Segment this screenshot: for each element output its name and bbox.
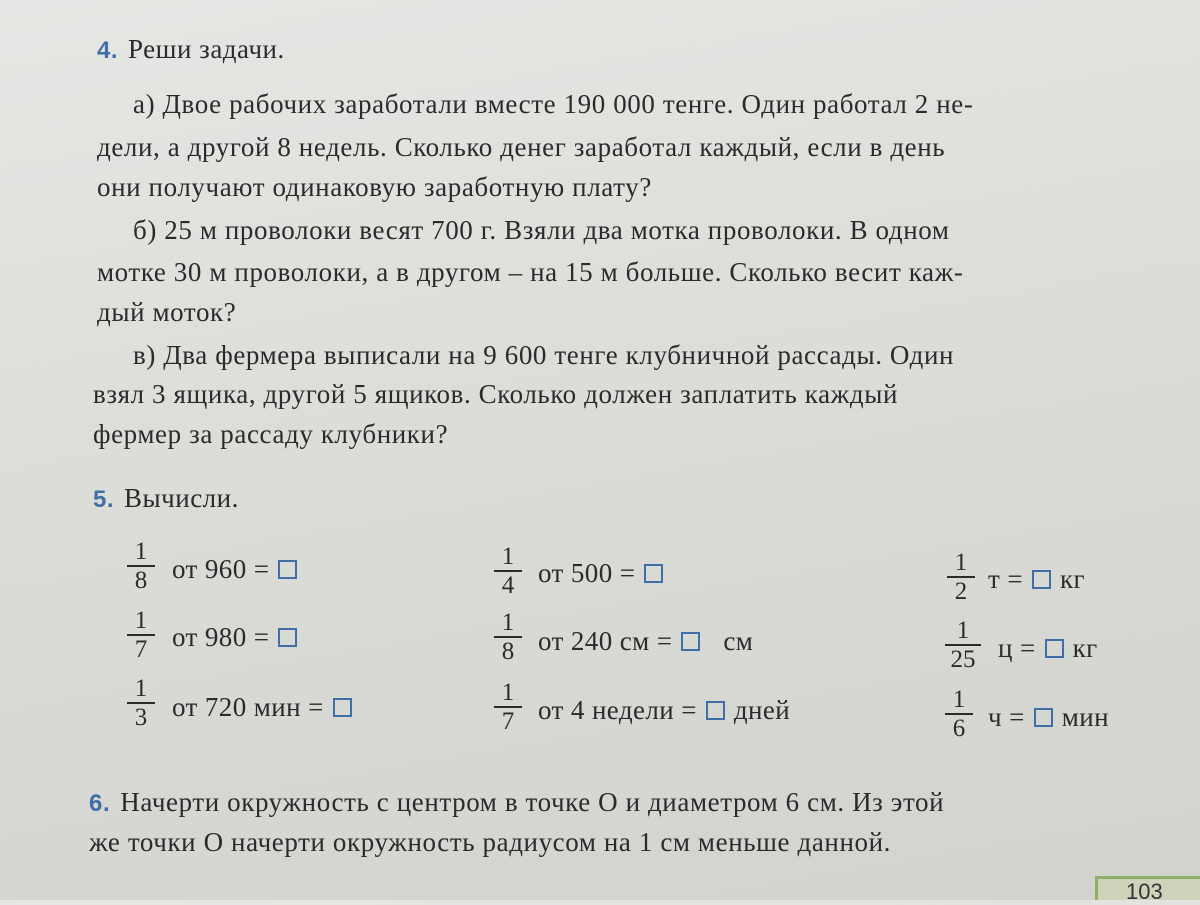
answer-box[interactable] — [333, 698, 352, 717]
task-4-line: они получают одинаковую заработную плату? — [97, 172, 652, 202]
fraction-denominator: 3 — [134, 704, 148, 731]
unit-label: кг — [1059, 564, 1085, 594]
task-5-number: 5. — [93, 486, 115, 513]
expression-text: т = — [988, 564, 1023, 594]
task-4-line: б) 25 м проволоки весят 700 г. Взяли два мотка проволоки. В одном — [133, 215, 950, 245]
task-5-heading — [93, 483, 239, 514]
fraction — [947, 551, 975, 604]
fraction — [127, 609, 155, 662]
task-5-title: Вычисли. — [124, 483, 239, 513]
task-4-line: мотке 30 м проволоки, а в другом – на 15 м больше. Сколько весит каж- — [97, 257, 964, 287]
fraction-numerator: 1 — [956, 617, 970, 644]
fraction — [494, 545, 522, 598]
fraction — [945, 619, 981, 672]
task-4-title: Реши задачи. — [128, 34, 285, 64]
fraction-denominator: 6 — [952, 715, 966, 742]
fraction-numerator: 1 — [501, 609, 515, 636]
unit-label: см — [723, 626, 754, 656]
expression-text: ч = — [988, 702, 1025, 732]
fraction-numerator: 1 — [501, 543, 515, 570]
unit-label: дней — [733, 695, 791, 725]
fraction-numerator: 1 — [134, 538, 148, 565]
fraction-numerator: 1 — [954, 549, 968, 576]
expression — [172, 692, 355, 723]
expression-text: от 960 = — [172, 554, 270, 584]
expression — [538, 695, 790, 726]
fraction-denominator: 4 — [501, 572, 515, 599]
answer-box[interactable] — [644, 564, 663, 583]
answer-box[interactable] — [681, 632, 700, 651]
answer-box[interactable] — [1034, 708, 1053, 727]
expression-text: ц = — [998, 633, 1036, 663]
fraction — [945, 688, 973, 741]
task-6-line: же точки O начерти окружность радиусом на 1 см меньше данной. — [89, 827, 892, 857]
fraction-denominator: 8 — [501, 638, 515, 665]
fraction-denominator: 25 — [950, 646, 976, 673]
unit-label: мин — [1061, 702, 1109, 732]
fraction — [127, 677, 155, 730]
task-4-line: в) Два фермера выписали на 9 600 тенге клубничной рассады. Один — [133, 340, 955, 370]
fraction-numerator: 1 — [952, 686, 966, 713]
fraction-denominator: 8 — [134, 567, 148, 594]
task-4-line: фермер за рассаду клубники? — [93, 419, 449, 449]
fraction-numerator: 1 — [134, 607, 148, 634]
expression-text: от 980 = — [172, 622, 270, 652]
expression-text: от 720 мин = — [172, 692, 324, 722]
expression — [988, 702, 1109, 733]
answer-box[interactable] — [278, 560, 297, 579]
task-4-number: 4. — [97, 37, 119, 64]
expression-text: от 500 = — [538, 558, 636, 588]
fraction-denominator: 7 — [501, 708, 515, 735]
show-through-text — [420, 2, 426, 29]
page-number: 103 — [1095, 876, 1200, 900]
expression — [538, 626, 753, 657]
fraction-numerator: 1 — [501, 679, 515, 706]
fraction-denominator: 7 — [134, 636, 148, 663]
expression-text: от 4 недели = — [538, 695, 697, 725]
expression — [998, 633, 1098, 664]
task-6-line — [89, 786, 944, 820]
task-6-number: 6. — [89, 790, 111, 817]
task-4-heading — [97, 34, 285, 65]
task-4-line: взял 3 ящика, другой 5 ящиков. Сколько должен заплатить каждый — [93, 379, 899, 409]
expression-text: от 240 см = — [538, 626, 673, 656]
fraction-denominator: 2 — [954, 578, 968, 605]
fraction-numerator: 1 — [134, 675, 148, 702]
task-6-text: Начерти окружность с центром в точке O и диаметром 6 см. Из этой — [120, 787, 945, 817]
task-4-line: дели, а другой 8 недель. Сколько денег заработал каждый, если в день — [97, 132, 946, 162]
expression — [988, 564, 1085, 595]
expression — [172, 554, 300, 585]
task-4-line: а) Двое рабочих заработали вместе 190 000 тенге. Один работал 2 не- — [133, 89, 974, 119]
answer-box[interactable] — [278, 628, 297, 647]
answer-box[interactable] — [1045, 639, 1064, 658]
unit-label: кг — [1072, 633, 1098, 663]
expression — [538, 558, 666, 589]
expression — [172, 622, 300, 653]
task-4-line: дый моток? — [97, 297, 237, 327]
answer-box[interactable] — [706, 701, 725, 720]
fraction — [494, 681, 522, 734]
fraction — [494, 611, 522, 664]
fraction — [127, 540, 155, 593]
answer-box[interactable] — [1032, 570, 1051, 589]
